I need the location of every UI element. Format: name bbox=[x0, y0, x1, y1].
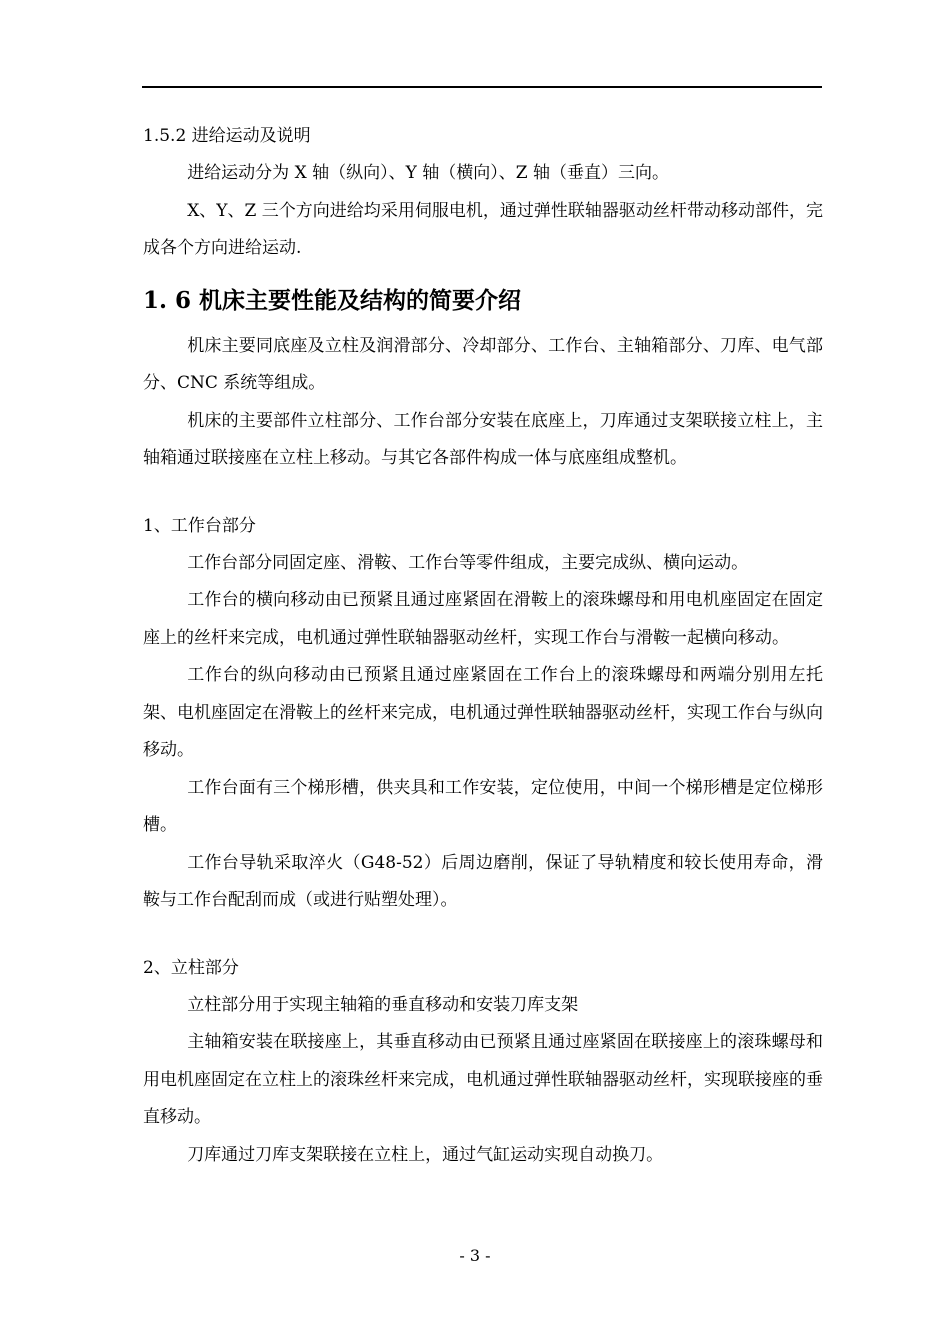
paragraph: 刀库通过刀库支架联接在立柱上，通过气缸运动实现自动换刀。 bbox=[187, 1144, 664, 1165]
section-1-5-2-title: 1.5.2 进给运动及说明 bbox=[143, 126, 311, 146]
part-1-title: 1、工作台部分 bbox=[143, 515, 256, 536]
paragraph: 进给运动分为 X 轴（纵向）、Y 轴（横向）、Z 轴（垂直）三向。 bbox=[187, 163, 669, 183]
paragraph: 工作台导轨采取淬火（G48-52）后周边磨削，保证了导轨精度和较长使用寿命，滑鞍与工作台配刮而成（或进行贴塑处理）。 bbox=[143, 852, 823, 910]
paragraph: 机床主要同底座及立柱及润滑部分、冷却部分、工作台、主轴箱部分、刀库、电气部分、CNC 系统等组成。 bbox=[143, 335, 823, 393]
paragraph: 立柱部分用于实现主轴箱的垂直移动和安装刀库支架 bbox=[187, 994, 579, 1015]
page-content bbox=[143, 118, 823, 1174]
paragraph: 工作台的纵向移动由已预紧且通过座紧固在工作台上的滚珠螺母和两端分别用左托架、电机座固定在滑鞍上的丝杆来完成，电机通过弹性联轴器驱动丝杆，实现工作台与纵向移动。 bbox=[143, 665, 823, 760]
section-1-6-heading: 1. 6 机床主要性能及结构的简要介绍 bbox=[143, 286, 522, 314]
paragraph: 机床的主要部件立柱部分、工作台部分安装在底座上，刀库通过支架联接立柱上，主轴箱通过联接座在立柱上移动。与其它各部件构成一体与底座组成整机。 bbox=[143, 410, 823, 468]
paragraph: 工作台部分同固定座、滑鞍、工作台等零件组成，主要完成纵、横向运动。 bbox=[187, 552, 749, 573]
paragraph: X、Y、Z 三个方向进给均采用伺服电机，通过弹性联轴器驱动丝杆带动移动部件，完成各个方向进给运动. bbox=[143, 200, 823, 258]
page-number: - 3 - bbox=[459, 1246, 491, 1265]
paragraph: 工作台面有三个梯形槽，供夹具和工作安装，定位使用，中间一个梯形槽是定位梯形槽。 bbox=[143, 777, 823, 835]
paragraph: 工作台的横向移动由已预紧且通过座紧固在滑鞍上的滚珠螺母和用电机座固定在固定座上的丝杆来完成，电机通过弹性联轴器驱动丝杆，实现工作台与滑鞍一起横向移动。 bbox=[143, 590, 823, 648]
paragraph: 主轴箱安装在联接座上，其垂直移动由已预紧且通过座紧固在联接座上的滚珠螺母和用电机座固定在立柱上的滚珠丝杆来完成，电机通过弹性联轴器驱动丝杆，实现联接座的垂直移动。 bbox=[143, 1032, 823, 1127]
header-rule bbox=[142, 86, 822, 88]
part-2-title: 2、立柱部分 bbox=[143, 957, 239, 978]
